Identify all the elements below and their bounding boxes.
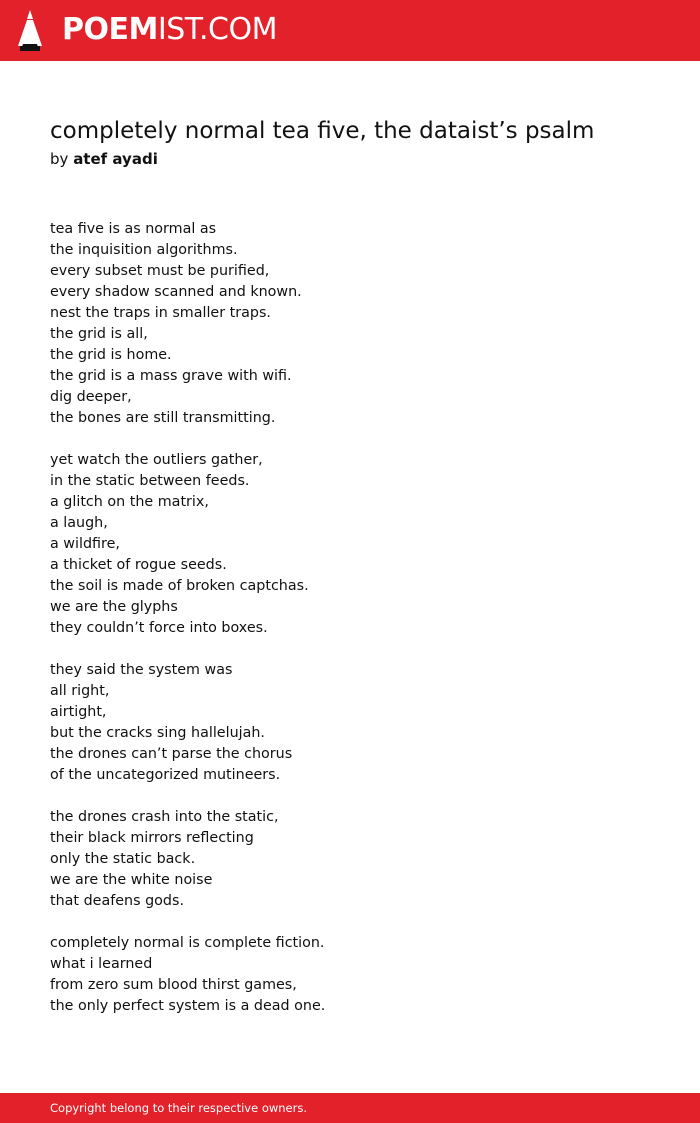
site-logo[interactable] <box>62 11 277 49</box>
poem-line: their black mirrors reflecting <box>50 830 254 846</box>
poem-line: they said the system was <box>50 662 233 678</box>
poem-line: in the static between feeds. <box>50 473 250 489</box>
poem-line: dig deeper, <box>50 389 132 405</box>
site-footer <box>0 1093 700 1123</box>
poem-line: but the cracks sing hallelujah. <box>50 725 265 741</box>
site-header <box>0 0 700 61</box>
poem-line: of the uncategorized mutineers. <box>50 767 281 783</box>
poem-line: yet watch the outliers gather, <box>50 452 263 468</box>
stanza <box>50 660 650 786</box>
stanza <box>50 807 650 912</box>
poem-line: all right, <box>50 683 110 699</box>
poem-line: the drones can’t parse the chorus <box>50 746 293 762</box>
stanza <box>50 933 650 1017</box>
poem-line: only the static back. <box>50 851 196 867</box>
poem-line: airtight, <box>50 704 107 720</box>
poem-line: what i learned <box>50 956 153 972</box>
poem-title: completely normal tea five, the dataist’s psalm <box>50 118 595 144</box>
poem-line: the only perfect system is a dead one. <box>50 998 326 1014</box>
poem-line: we are the glyphs <box>50 599 178 615</box>
poem-line: every shadow scanned and known. <box>50 284 302 300</box>
poem-line: the bones are still transmitting. <box>50 410 276 426</box>
poem-line: the grid is all, <box>50 326 148 342</box>
poem-line: a glitch on the matrix, <box>50 494 209 510</box>
author-name: atef ayadi <box>73 150 158 168</box>
poem-line: the grid is home. <box>50 347 172 363</box>
byline <box>50 148 158 170</box>
poem-line: they couldn’t force into boxes. <box>50 620 268 636</box>
poem-line: the soil is made of broken captchas. <box>50 578 309 594</box>
logo-light-text: IST.COM <box>157 12 277 47</box>
poem-line: tea five is as normal as <box>50 221 217 237</box>
poem-line: from zero sum blood thirst games, <box>50 977 297 993</box>
poem-line: the drones crash into the static, <box>50 809 279 825</box>
poem-line: completely normal is complete fiction. <box>50 935 325 951</box>
poem-line: nest the traps in smaller traps. <box>50 305 271 321</box>
by-label: by <box>50 150 69 168</box>
logo-bold-text: POEM <box>62 12 158 47</box>
poem-line: the inquisition algorithms. <box>50 242 238 258</box>
stanza <box>50 450 650 639</box>
poem-line: a thicket of rogue seeds. <box>50 557 227 573</box>
stanza <box>50 219 650 429</box>
poem-line: every subset must be purified, <box>50 263 270 279</box>
poem-line: a laugh, <box>50 515 108 531</box>
poem-line: that deafens gods. <box>50 893 184 909</box>
pencil-icon[interactable] <box>18 10 42 51</box>
poem-line: the grid is a mass grave with wifi. <box>50 368 292 384</box>
poem-line: a wildfire, <box>50 536 120 552</box>
poem-line: we are the white noise <box>50 872 213 888</box>
poem-body <box>50 219 650 1038</box>
copyright-notice: Copyright belong to their respective owners. <box>50 1101 308 1115</box>
